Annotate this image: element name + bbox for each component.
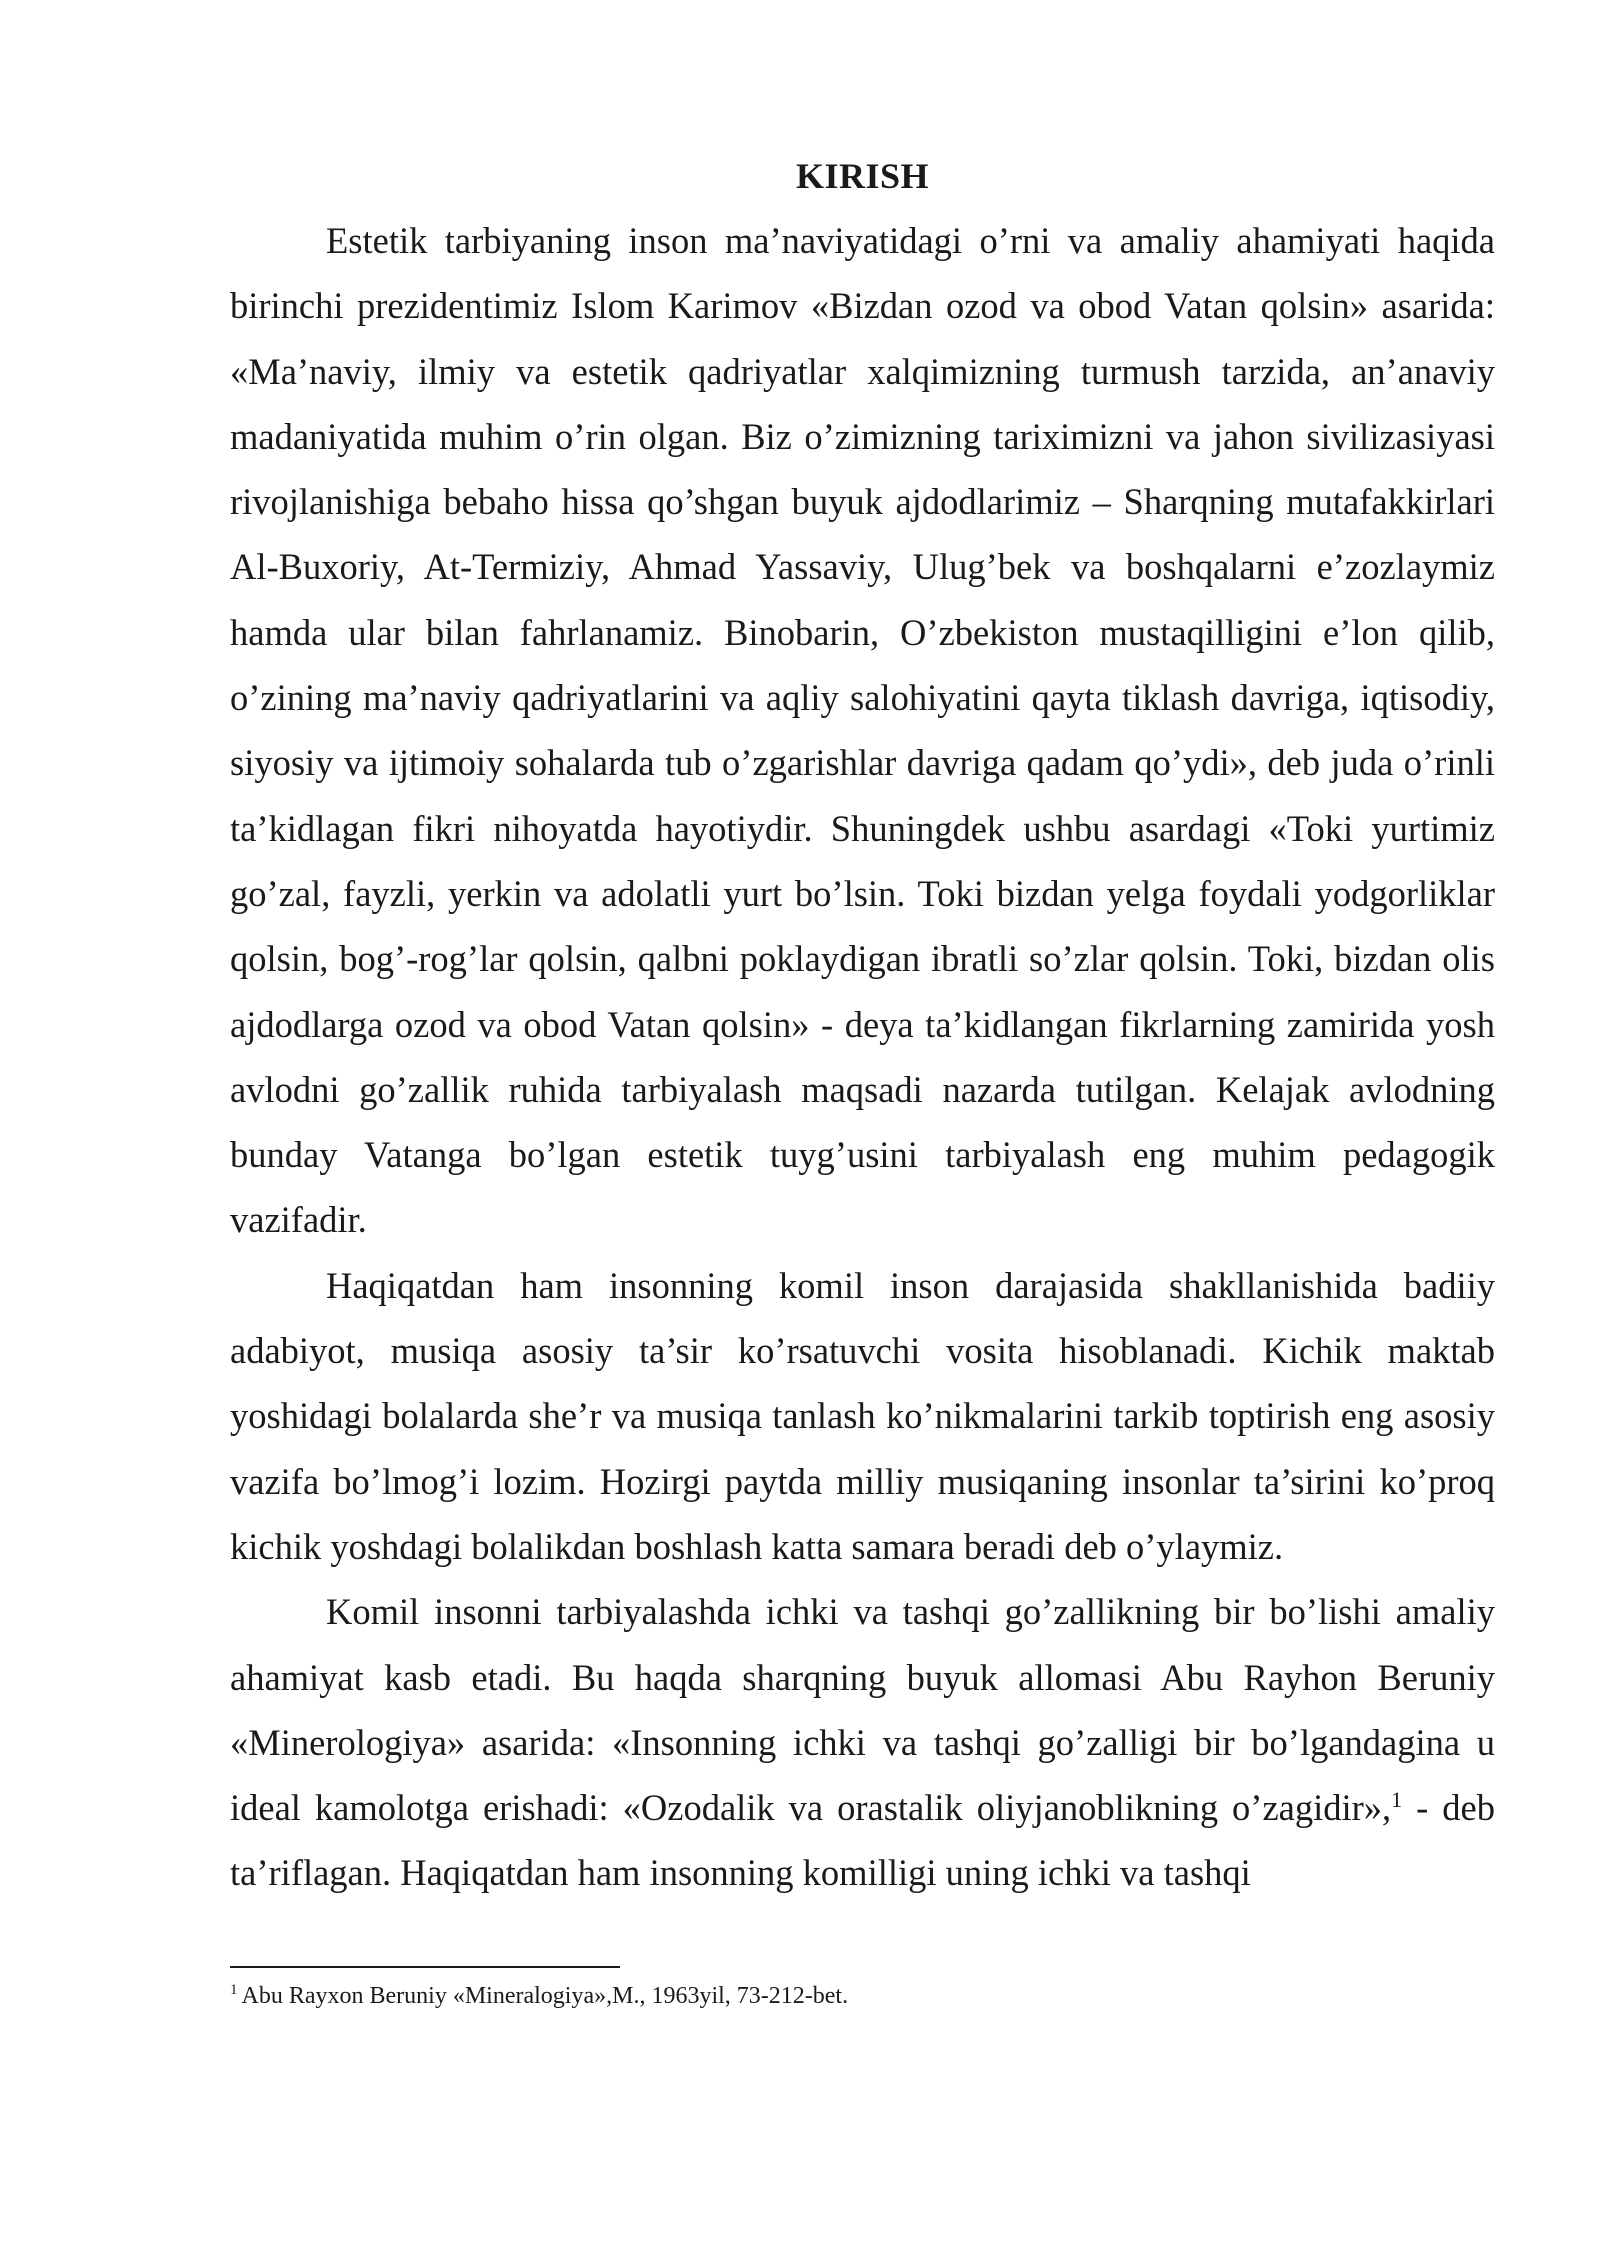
footnote — [230, 1980, 1495, 2012]
paragraph-1: Estetik tarbiyaning inson ma’naviyatidagi o’rni va amaliy ahamiyati haqida birinchi prezidentimiz Islom Karimov «Bizdan ozod va obod Vatan qolsin» asarida: «Ma’naviy, ilmiy va estetik qadriyatlar xalqimizning turmush tarzida, an’anaviy madaniyatida muhim o’rin olgan. Biz o’zimizning tariximizni va jahon sivilizasiyasi rivojlanishiga bebaho hissa qo’shgan buyuk ajdodlarimiz – Sharqning mutafakkirlari Al-Buxoriy, At-Termiziy, Ahmad Yassaviy, Ulug’bek va boshqalarni e’zozlaymiz hamda ular bilan fahrlanamiz. Binobarin, O’zbekiston mustaqilligini e’lon qilib, o’zining ma’naviy qadriyatlarini va aqliy salohiyatini qayta tiklash davriga, iqtisodiy, siyosiy va ijtimoiy sohalarda tub o’zgarishlar davriga qadam qo’ydi», deb juda o’rinli ta’kidlagan fikri nihoyatda hayotiydir. Shuningdek ushbu asardagi «Toki yurtimiz go’zal, fayzli, yerkin va adolatli yurt bo’lsin. Toki bizdan yelga foydali yodgorliklar qolsin, bog’-rog’lar qolsin, qalbni poklaydigan ibratli so’zlar qolsin. Toki, bizdan olis ajdodlarga ozod va obod Vatan qolsin» - deya ta’kidlangan fikrlarning zamirida yosh avlodni go’zallik ruhida tarbiyalash maqsadi nazarda tutilgan. Kelajak avlodning bunday Vatanga bo’lgan estetik tuyg’usini tarbiyalash eng muhim pedagogik vazifadir. — [230, 220, 1495, 1241]
document-page — [230, 150, 1495, 1906]
footnote-reference[interactable]: 1 — [1391, 1786, 1403, 1812]
document-heading: KIRISH — [795, 156, 930, 196]
paragraph-3 — [230, 1579, 1495, 1905]
footnote-separator — [230, 1966, 620, 1968]
footnote-number: 1 — [230, 1982, 238, 1998]
paragraph-3-text-start: Komil insonni tarbiyalashda ichki va tashqi go’zallikning bir bo’lishi amaliy ahamiyat kasb etadi. Bu haqda sharqning buyuk allomasi Abu Rayhon Beruniy «Minerologiya» asarida: «Insonning ichki va tashqi go’zalligi bir bo’lgandagina u ideal kamolotga erishadi: «Ozodalik va orastalik oliyjanoblikning o’zagidir», — [230, 1591, 1495, 1829]
paragraph-3-text-end: - deb ta’riflagan. Haqiqatdan ham insonning komilligi uning ichki va tashqi — [230, 1787, 1495, 1894]
paragraph-2: Haqiqatdan ham insonning komil inson darajasida shakllanishida badiiy adabiyot, musiqa asosiy ta’sir ko’rsatuvchi vosita hisoblanadi. Kichik maktab yoshidagi bolalarda she’r va musiqa tanlash ko’nikmalarini tarkib toptirish eng asosiy vazifa bo’lmog’i lozim. Hozirgi paytda milliy musiqaning insonlar ta’sirini ko’proq kichik yoshdagi bolalikdan boshlash katta samara beradi deb o’ylaymiz. — [230, 1264, 1495, 1567]
footnote-text: Abu Rayxon Beruniy «Mineralogiya»,M., 1963yil, 73-212-bet. — [241, 1983, 849, 2009]
